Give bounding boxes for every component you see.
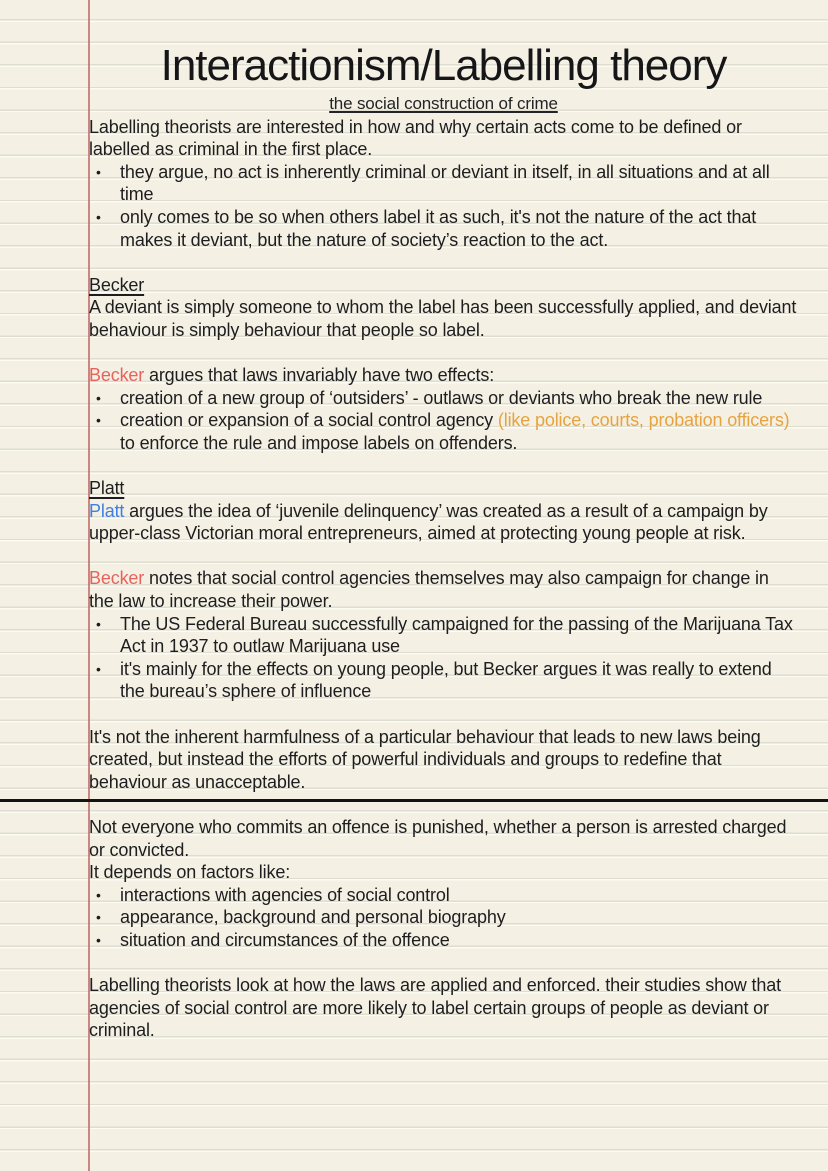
bullet-text: interactions with agencies of social control (120, 884, 450, 905)
bullet-text: appearance, background and personal biography (120, 907, 506, 928)
bullet-icon: • (96, 389, 101, 406)
becker-definition-paragraph: A deviant is simply someone to whom the label has been successfully applied, and deviant behaviour is simply behaviour that people so label. (89, 297, 797, 340)
bullet-text: they argue, no act is inherently criminal or deviant in itself, in all situations and at all time (120, 161, 770, 205)
becker-campaign-paragraph (89, 567, 798, 612)
highlighted-text: (like police, courts, probation officers) (497, 410, 790, 431)
paragraph-text: argues the idea of ‘juvenile delinquency’ was created as a result of a campaign by upper-class Victorian moral entrepreneurs, aimed at protecting young people at risk. (89, 500, 768, 544)
factors-lead-paragraph: It depends on factors like: (89, 862, 291, 883)
list-item (89, 906, 798, 929)
bullet-text: The US Federal Bureau successfully campaigned for the passing of the Marijuana Tax Act in 1937 to outlaw Marijuana use (120, 613, 793, 657)
becker-keyword: Becker (89, 365, 145, 386)
page-subtitle: the social construction of crime (329, 94, 558, 113)
paragraph-text: notes that social control agencies themselves may also campaign for change in the law to increase their power. (89, 568, 769, 612)
list-item (89, 161, 798, 206)
bullet-text: it's mainly for the effects on young people, but Becker argues it was really to extend the bureau’s sphere of influence (120, 658, 772, 702)
closing-paragraph: Labelling theorists look at how the laws are applied and enforced. their studies show that agencies of social control are more likely to label certain groups of people as deviant or criminal. (89, 975, 781, 1041)
platt-paragraph (89, 500, 798, 545)
list-item (89, 884, 798, 907)
becker-section-heading: Becker (89, 274, 145, 295)
list-item (89, 387, 798, 410)
bullet-icon: • (96, 886, 101, 903)
bullet-icon: • (96, 208, 101, 225)
bullet-icon: • (96, 163, 101, 180)
list-item (89, 613, 798, 658)
bullet-icon: • (96, 931, 101, 948)
bullet-text: only comes to be so when others label it as such, it's not the nature of the act that makes it deviant, but the nature of society’s reaction to the act. (120, 206, 757, 250)
list-item (89, 929, 798, 952)
bullet-text: situation and circumstances of the offence (120, 929, 450, 950)
platt-section-heading: Platt (89, 478, 125, 499)
note-content (89, 0, 812, 1042)
bullet-text: to enforce the rule and impose labels on offenders. (120, 432, 518, 453)
bullet-text: creation or expansion of a social control agency (120, 410, 498, 431)
bullet-icon: • (96, 660, 101, 677)
conclusion-paragraph: It's not the inherent harmfulness of a particular behaviour that leads to new laws being created, but instead the efforts of powerful individuals and groups to redefine that behaviour as unacceptable. (89, 726, 761, 792)
factors-bullet-list (89, 884, 798, 952)
bullet-icon: • (96, 909, 101, 926)
bullet-text: creation of a new group of ‘outsiders’ - outlaws or deviants who break the new rule (120, 387, 763, 408)
becker-effects-paragraph (89, 364, 798, 387)
page-subtitle-row (89, 92, 798, 116)
becker-keyword: Becker (89, 568, 145, 589)
becker-effects-bullet-list (89, 387, 798, 455)
bullet-icon: • (96, 412, 101, 429)
list-item (89, 206, 798, 251)
list-item (89, 409, 798, 454)
becker-campaign-bullet-list (89, 613, 798, 703)
platt-keyword: Platt (89, 500, 125, 521)
page-title: Interactionism/Labelling theory (160, 41, 727, 90)
enforcement-paragraph: Not everyone who commits an offence is punished, whether a person is arrested charged or convicted. (89, 817, 787, 860)
intro-bullet-list (89, 161, 798, 251)
list-item (89, 658, 798, 703)
section-divider (0, 799, 828, 802)
intro-paragraph: Labelling theorists are interested in how and why certain acts come to be defined or labelled as criminal in the first place. (89, 116, 742, 160)
paragraph-text: argues that laws invariably have two effects: (144, 365, 495, 386)
bullet-icon: • (96, 615, 101, 632)
